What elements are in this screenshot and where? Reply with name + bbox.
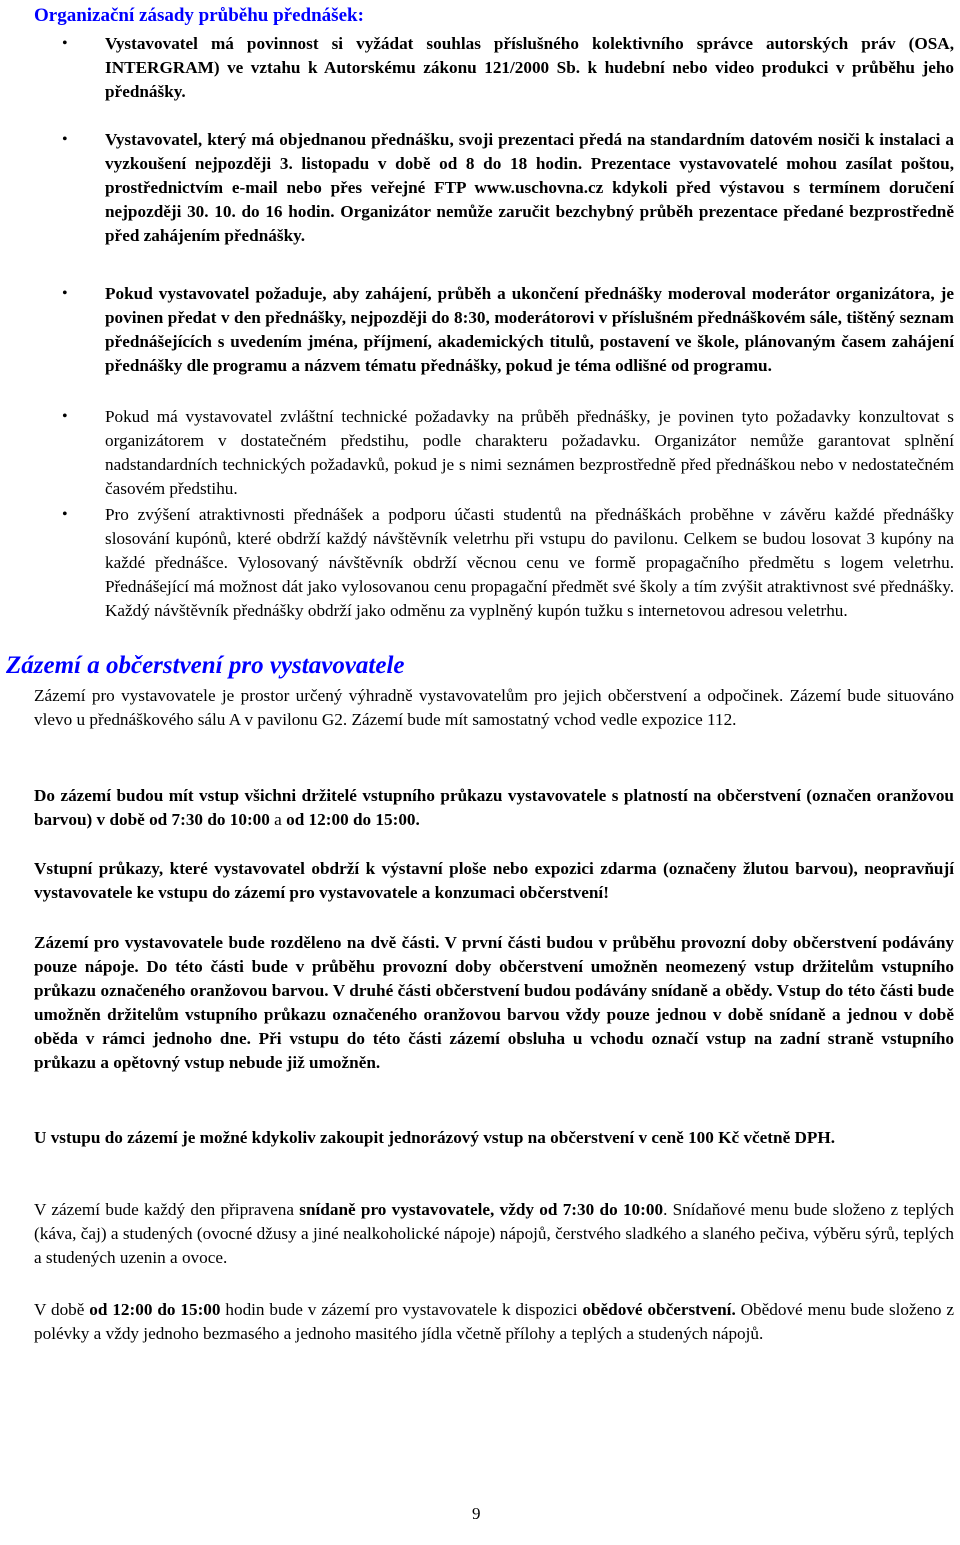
list-item (0, 128, 960, 282)
bullet-icon: • (62, 285, 68, 302)
paragraph: V době od 12:00 do 15:00 hodin bude v zázemí pro vystavovatele k dispozici obědové občerstvení. Obědové menu bude složeno z polévky a vždy jednoho bezmasého a jednoho masitého jídla včetně přílohy a teplých a studených nápojů. (34, 1300, 954, 1343)
rule-text: Pokud vystavovatel požaduje, aby zahájení, průběh a ukončení přednášky moderoval moderátor organizátora, je povinen předat v den přednášky, nejpozději do 8:30, moderátorovi v příslušném přednáškovém sále, tištěný seznam přednášejících s uvedením jména, příjmení, akademických titulů, postavení ve škole, plánovaným časem zahájení přednášky dle programu a názvem tématu přednášky, pokud je téma odlišné od programu. (105, 284, 954, 375)
paragraph: Zázemí pro vystavovatele bude rozděleno na dvě části. V první části budou v průběhu provozní doby občerstvení podávány pouze nápoje. Do této části bude v průběhu provozní doby občerstvení umožněn neomezený vstup držitelům vstupního průkazu označeného oranžovou barvou. V druhé části občerstvení budou podávány snídaně a obědy. Vstup do této části bude umožněn držitelům vstupního průkazu označeného oranžovou barvou vždy pouze jednou v době snídaně a jednou v době oběda v rámci jednoho dne. Při vstupu do této části zázemí obsluha u vchodu označí vstup na zadní straně vstupního průkazu a opětovný vstup nebude již umožněn. (34, 933, 954, 1072)
bullet-icon: • (62, 408, 68, 425)
rule-text: Vystavovatel, který má objednanou přednášku, svoji prezentaci předá na standardním datovém nosiči k instalaci a vyzkoušení nejpozději 3. listopadu v době od 8 do 18 hodin. Prezentace vystavovatelé mohou zasílat poštou, prostřednictvím e-mail nebo přes veřejné FTP www.uschovna.cz kdykoli před výstavou s termínem doručení nejpozději 30. 10. do 16 hodin. Organizátor nemůže zaručit bezchybný průběh prezentace předané bezprostředně před zahájením přednášky. (105, 130, 954, 245)
section-title-backstage: Zázemí a občerstvení pro vystavovatele (6, 652, 405, 679)
paragraph: U vstupu do zázemí je možné kdykoliv zakoupit jednorázový vstup na občerstvení v ceně 100 Kč včetně DPH. (34, 1128, 836, 1147)
rule-text: Pokud má vystavovatel zvláštní technické požadavky na průběh přednášky, je povinen tyto požadavky konzultovat s organizátorem v dostatečném předstihu, podle charakteru požadavku. Organizátor nemůže garantovat splnění nadstandardních technických požadavků, pokud je s nimi seznámen bezprostředně před přednáškou nebo v nedostatečném časovém předstihu. (105, 407, 954, 498)
paragraph: Vstupní průkazy, které vystavovatel obdrží k výstavní ploše nebo expozici zdarma (označeny žlutou barvou), neopravňují vystavovatele ke vstupu do zázemí pro vystavovatele a konzumaci občerstvení! (34, 859, 954, 902)
rule-text: Vystavovatel má povinnost si vyžádat souhlas příslušného kolektivního správce autorských práv (OSA, INTERGRAM) ve vztahu k Autorskému zákonu 121/2000 Sb. k hudební nebo video produkci v průběhu jeho přednášky. (105, 34, 954, 101)
bullet-icon: • (62, 131, 68, 148)
paragraph: Zázemí pro vystavovatele je prostor určený výhradně vystavovatelům pro jejich občerstvení a odpočinek. Zázemí bude situováno vlevo u přednáškového sálu A v pavilonu G2. Zázemí bude mít samostatný vchod vedle expozice 112. (34, 686, 954, 729)
page-number: 9 (472, 1504, 481, 1523)
rules-list (0, 32, 960, 653)
list-item (0, 405, 960, 503)
list-item (0, 282, 960, 405)
paragraph: Do zázemí budou mít vstup všichni držitelé vstupního průkazu vystavovatele s platností na občerstvení (označen oranžovou barvou) v době od 7:30 do 10:00 a od 12:00 do 15:00. (34, 786, 954, 829)
list-item (0, 503, 960, 653)
bullet-icon: • (62, 506, 68, 523)
section-title-lecture-rules: Organizační zásady průběhu přednášek: (34, 5, 364, 26)
list-item (0, 32, 960, 128)
paragraph: V zázemí bude každý den připravena snídaně pro vystavovatele, vždy od 7:30 do 10:00. Snídaňové menu bude složeno z teplých (káva, čaj) a studených (ovocné džusy a jiné nealkoholické nápoje) nápojů, čerstvého sladkého a slaného pečiva, výběru sýrů, teplých a studených uzenin a ovoce. (34, 1200, 954, 1267)
rule-text: Pro zvýšení atraktivnosti přednášek a podporu účasti studentů na přednáškách proběhne v závěru každé přednášky slosování kupónů, které obdrží každý návštěvník veletrhu při vstupu do pavilonu. Celkem se budou losovat 3 kupóny na každé přednášce. Vylosovaný návštěvník obdrží věcnou cenu ve formě propagačního předmětu s logem veletrhu. Přednášející má možnost dát jako vylosovanou cenu propagační předmět své školy a tím zvýšit atraktivnost své přednášky. Každý návštěvník přednášky obdrží jako odměnu za vyplněný kupón tužku s internetovou adresou veletrhu. (105, 505, 954, 620)
bullet-icon: • (62, 35, 68, 52)
